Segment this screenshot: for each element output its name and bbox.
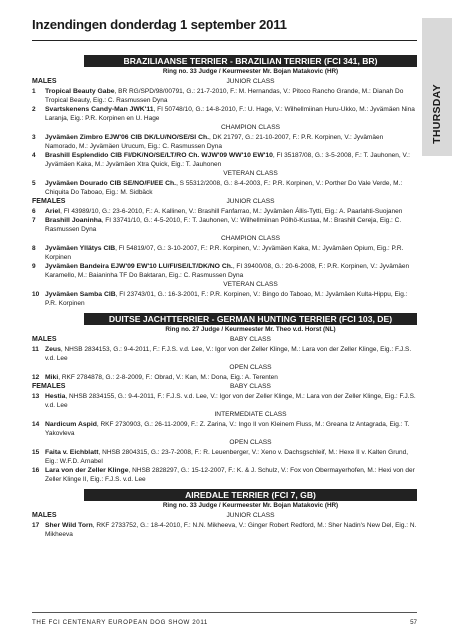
entry-number: 6: [32, 208, 36, 215]
dog-name: Jyvämäen Samba CIB: [45, 291, 116, 298]
entry-row: [32, 179, 417, 197]
entry-number: 14: [32, 421, 40, 428]
entry-details: , RKF 2730903, G.: 26-11-2009, F.: Z. Zarina, V.: Ingo II von Kleinem Fluss, M.: Greana Iz Antagrada, Eig.: T. Yakovleva: [45, 421, 410, 437]
entry-number: 8: [32, 245, 36, 252]
entry-details: , RKF 2784878, G.: 2-8-2009, F.: Obrad, V.: Kan, M.: Dona, Eig.: A. Terenten: [58, 374, 278, 381]
sex-label: MALES: [32, 512, 57, 519]
entry-row: [32, 466, 417, 484]
entry-details: , FI 35187/08, G.: 3-5-2008, F.: T. Jauhonen, V.: Jyvämäen Kaka, M.: Jyvämäen Xtra Quick, Eig.: T. Jauhonen: [45, 152, 410, 168]
entry-details: , BR RG/SPD/98/00791, G.: 21-7-2010, F.: M. Hernandas, V.: Pitoco Rancho Grande, M.: Dianah Do Tropical Beauty, Eig.: C. Rasmussen Dyna: [45, 88, 404, 104]
catalogue-content: [32, 55, 417, 539]
entry-details: , FI 54819/07, G.: 3-10-2007, F.: P.R. Korpinen, V.: Jyvämäen Kaka, M.: Jyvämäen Opium, Eig.: P.R. Korpinen: [45, 245, 404, 261]
breed-header: BRAZILIAANSE TERRIER - BRAZILIAN TERRIER (FCI 341, BR): [84, 55, 417, 67]
entry-row: [32, 216, 417, 234]
class-label: CHAMPION CLASS: [221, 235, 280, 242]
entry-number: 17: [32, 522, 40, 529]
class-label: BABY CLASS: [230, 383, 271, 390]
entry-details: , DK 21797, G.: 21-10-2007, F.: P.R. Korpinen, V.: Jyvämäen Namorado, M.: Jyvämäen Urucum, Eig.: C. Rasmussen Dyna: [45, 134, 384, 150]
dog-name: Ariel: [45, 208, 61, 215]
dog-name: Zeus: [45, 346, 61, 353]
class-label: OPEN CLASS: [229, 364, 272, 371]
entry-details: , NHSB 2804315, G.: 23-7-2008, F.: R. Leuenberger, V.: Xeno v. Dachsgschleif, M.: Hexe II v. Kalten Grund, Eig.: W.F.D. Arnabel: [45, 449, 409, 465]
class-label: JUNIOR CLASS: [226, 78, 275, 85]
class-label: JUNIOR CLASS: [226, 198, 275, 205]
page-title: Inzendingen donderdag 1 september 2011: [32, 17, 287, 32]
entry-row: [32, 392, 417, 410]
sex-label: MALES: [32, 78, 57, 85]
class-label: INTERMEDIATE CLASS: [214, 411, 287, 418]
dog-name: Jyvämäen Yllätys CIB: [45, 245, 116, 252]
dog-name: Faita v. Eichblatt: [45, 449, 99, 456]
entry-number: 7: [32, 217, 36, 224]
dog-name: Nardicum Aspid: [45, 421, 97, 428]
dog-name: Hestia: [45, 393, 66, 400]
entry-details: , RKF 2733752, G.: 18-4-2010, F.: N.N. Mikheeva, V.: Ginger Robert Redford, M.: Sher Nadin's New Del, Eig.: N. Mikheeva: [45, 522, 417, 538]
class-label: VETERAN CLASS: [223, 170, 278, 177]
sex-label: FEMALES: [32, 198, 66, 205]
ring-judge-line: Ring no. 33 Judge / Keurmeester Mr. Bojan Matakovic (HR): [162, 502, 339, 509]
entry-number: 13: [32, 393, 40, 400]
class-label: JUNIOR CLASS: [226, 512, 275, 519]
dog-name: Miki: [45, 374, 59, 381]
entry-row: [32, 420, 417, 438]
sex-label: FEMALES: [32, 383, 66, 390]
class-label: CHAMPION CLASS: [221, 124, 280, 131]
entry-number: 11: [32, 346, 39, 353]
entry-number: 16: [32, 467, 40, 474]
entry-row: [32, 133, 417, 151]
entry-details: , FI 39400/08, G.: 20-6-2008, F.: P.R. Korpinen, V.: Jyvämäen Karamello, M.: Baianinha TF Do Baktaran, Eig.: C. Rasmussen Dyna: [45, 263, 410, 279]
class-label: BABY CLASS: [230, 336, 271, 343]
entry-details: , FI 50748/10, G.: 14-8-2010, F.: U. Hage, V.: Wilhellmiinan Huru-Ukko, M.: Jyvämäen Nina Laranja, Eig.: P.R. Korpinen en U. Hage: [45, 106, 415, 122]
ring-judge-line: Ring no. 27 Judge / Keurmeester Mr. Theo v.d. Horst (NL): [165, 326, 336, 333]
class-label: VETERAN CLASS: [223, 281, 278, 288]
entry-row: [32, 207, 417, 216]
entry-number: 9: [32, 263, 36, 270]
entry-number: 3: [32, 134, 36, 141]
entry-details: , FI 33741/10, G.: 4-5-2010, F.: T. Jauhonen, V.: Wilhellmiinan Pölhö-Kustaa, M.: Brashill Cereja, Eig.: C. Rasmussen Dyna: [45, 217, 402, 233]
class-label: OPEN CLASS: [229, 439, 272, 446]
footer-divider: [32, 612, 417, 613]
dog-name: Sher Wild Torn: [45, 522, 93, 529]
footer-text: THE FCI CENTENARY EUROPEAN DOG SHOW 2011: [32, 619, 208, 626]
breed-header: DUITSE JACHTTERRIER - GERMAN HUNTING TERRIER (FCI 103, DE): [84, 313, 417, 325]
entry-row: [32, 373, 417, 382]
entry-details: , FI 43989/10, G.: 23-6-2010, F.: A. Kallinen, V.: Brashill Fanfarrao, M.: Jyvämäen Állis-Tytti, Eig.: A. Paarlahti-Suojanen: [60, 208, 403, 215]
entry-number: 2: [32, 106, 36, 113]
entry-number: 15: [32, 449, 40, 456]
dog-name: Jyvämäen Dourado CIB SE/NO/FI/EE Ch.: [45, 180, 177, 187]
sex-class-row: [32, 77, 417, 87]
entry-number: 10: [32, 291, 40, 298]
ring-judge-line: Ring no. 33 Judge / Keurmeester Mr. Bojan Matakovic (HR): [162, 68, 339, 75]
entry-row: [32, 448, 417, 466]
side-tab-label: THURSDAY: [431, 84, 443, 144]
entry-row: [32, 151, 417, 169]
entry-number: 12: [32, 374, 40, 381]
dog-name: Svartskenens Candy-Man JWK'11: [45, 106, 154, 113]
entry-details: , NHSB 2828297, G.: 15-12-2007, F.: K. & J. Schulz, V.: Fox von Obermayerhofen, M.: Hexi von der Zeller Klinge II, Eig.: F.J.S. v.d. Lee: [45, 467, 415, 483]
page-number: 57: [410, 619, 417, 626]
breed-header: AIREDALE TERRIER (FCI 7, GB): [84, 489, 417, 501]
sex-label: MALES: [32, 336, 57, 343]
day-side-tab: [422, 18, 452, 156]
entry-row: [32, 345, 417, 363]
dog-name: Brashill Joaninha: [45, 217, 102, 224]
entry-details: , FI 23743/01, G.: 16-3-2001, F.: P.R. Korpinen, V.: Bingo do Taboao, M.: Jyvämäen Kulta-Hippu, Eig.: P.R. Korpinen: [45, 291, 408, 307]
entry-row: [32, 290, 417, 308]
dog-name: Tropical Beauty Gabe: [45, 88, 115, 95]
entry-row: [32, 87, 417, 105]
sex-class-row: [32, 197, 417, 207]
dog-name: Lara von der Zeller Klinge: [45, 467, 129, 474]
entry-number: 5: [32, 180, 36, 187]
entry-row: [32, 521, 417, 539]
dog-name: Brashill Esplendido CIB FI/DK/NO/SE/LT/RO Ch. WJW'09 WW'10 EW'10: [45, 152, 273, 159]
sex-class-row: [32, 335, 417, 345]
entry-details: , NHSB 2834153, G.: 9-4-2011, F.: F.J.S. v.d. Lee, V.: Igor von der Zeller Klinge, M.: Lara von der Zeller Klinge, Eig.: F.J.S. v.d. Lee: [45, 346, 412, 362]
entry-number: 4: [32, 152, 36, 159]
sex-class-row: [32, 511, 417, 521]
dog-name: Jyvämäen Bandeira EJW'09 EW'10 LU/FI/SE/LT/DK/NO Ch.: [45, 263, 233, 270]
sex-class-row: [32, 382, 417, 392]
dog-name: Jyvämäen Zimbro EJW'06 CIB DK/LU/NO/SE/SI Ch.: [45, 134, 210, 141]
entry-details: , NHSB 2834155, G.: 9-4-2011, F.: F.J.S. v.d. Lee, V.: Igor von der Zeller Klinge, M.: Lara von der Zeller Klinge, Eig.: F.J.S. v.d. Lee: [45, 393, 416, 409]
entry-row: [32, 262, 417, 280]
entry-number: 1: [32, 88, 36, 95]
title-divider: [32, 40, 417, 41]
entry-details: , S 55312/2008, G.: 8-4-2003, F.: P.R. Korpinen, V.: Porther Do Vale Verde, M.: Chiquita Do Taboao, Eig.: M. Sidbäck: [45, 180, 403, 196]
entry-row: [32, 244, 417, 262]
entry-row: [32, 105, 417, 123]
